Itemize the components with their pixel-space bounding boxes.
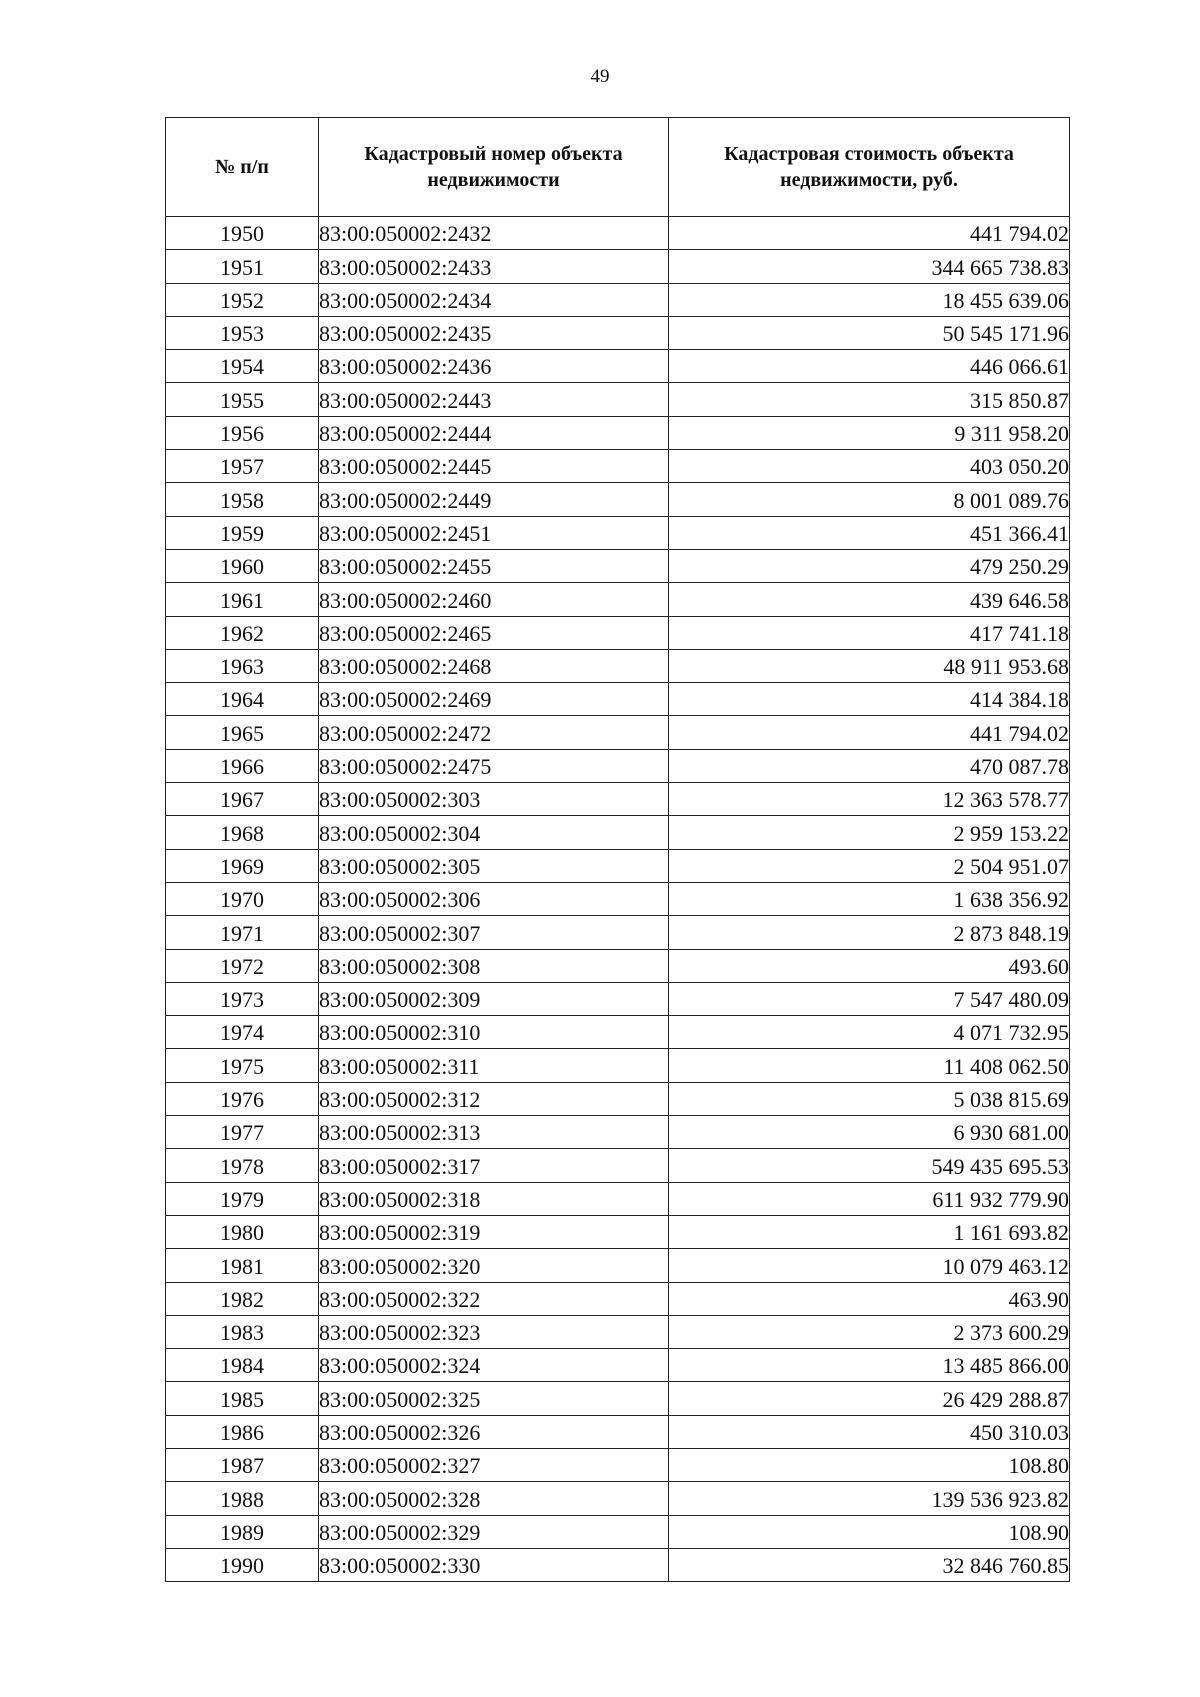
cadastral-value-cell: 479 250.29 <box>669 549 1070 582</box>
table-row <box>166 1282 1070 1315</box>
row-number-cell: 1951 <box>166 250 319 283</box>
cadastral-number-cell: 83:00:050002:2465 <box>319 616 669 649</box>
row-number-cell: 1957 <box>166 450 319 483</box>
row-number-cell: 1960 <box>166 549 319 582</box>
row-number-cell: 1979 <box>166 1182 319 1215</box>
cadastral-number-cell: 83:00:050002:328 <box>319 1482 669 1515</box>
row-number-cell: 1964 <box>166 683 319 716</box>
row-number-cell: 1970 <box>166 882 319 915</box>
cadastral-value-cell: 470 087.78 <box>669 749 1070 782</box>
cadastral-value-cell: 9 311 958.20 <box>669 416 1070 449</box>
table-row <box>166 1482 1070 1515</box>
cadastral-value-cell: 315 850.87 <box>669 383 1070 416</box>
table-row <box>166 350 1070 383</box>
table-row <box>166 250 1070 283</box>
row-number-cell: 1956 <box>166 416 319 449</box>
cadastral-value-cell: 414 384.18 <box>669 683 1070 716</box>
cadastral-value-cell: 10 079 463.12 <box>669 1249 1070 1282</box>
table-row <box>166 1349 1070 1382</box>
header-cadastral-number: Кадастровый номер объекта недвижимости <box>319 118 669 217</box>
table-row <box>166 1315 1070 1348</box>
cadastral-number-cell: 83:00:050002:330 <box>319 1548 669 1581</box>
cadastral-value-cell: 451 366.41 <box>669 516 1070 549</box>
row-number-cell: 1971 <box>166 916 319 949</box>
table-row <box>166 1215 1070 1248</box>
cadastral-number-cell: 83:00:050002:329 <box>319 1515 669 1548</box>
page-number: 49 <box>590 66 610 87</box>
cadastral-value-cell: 441 794.02 <box>669 217 1070 250</box>
cadastral-number-cell: 83:00:050002:2475 <box>319 749 669 782</box>
cadastral-number-cell: 83:00:050002:2472 <box>319 716 669 749</box>
row-number-cell: 1976 <box>166 1082 319 1115</box>
table-row <box>166 882 1070 915</box>
table-row <box>166 949 1070 982</box>
cadastral-value-cell: 2 373 600.29 <box>669 1315 1070 1348</box>
cadastral-value-cell: 32 846 760.85 <box>669 1548 1070 1581</box>
row-number-cell: 1969 <box>166 849 319 882</box>
cadastral-number-cell: 83:00:050002:327 <box>319 1448 669 1481</box>
cadastral-value-cell: 493.60 <box>669 949 1070 982</box>
cadastral-value-cell: 8 001 089.76 <box>669 483 1070 516</box>
cadastral-number-cell: 83:00:050002:305 <box>319 849 669 882</box>
cadastral-number-cell: 83:00:050002:303 <box>319 783 669 816</box>
table-row <box>166 816 1070 849</box>
cadastral-value-cell: 6 930 681.00 <box>669 1116 1070 1149</box>
row-number-cell: 1954 <box>166 350 319 383</box>
table-row <box>166 316 1070 349</box>
table-row <box>166 1382 1070 1415</box>
cadastral-number-cell: 83:00:050002:304 <box>319 816 669 849</box>
cadastral-number-cell: 83:00:050002:318 <box>319 1182 669 1215</box>
table-row <box>166 683 1070 716</box>
cadastral-number-cell: 83:00:050002:2451 <box>319 516 669 549</box>
cadastral-number-cell: 83:00:050002:324 <box>319 1349 669 1382</box>
table-row <box>166 1548 1070 1581</box>
table-row <box>166 1182 1070 1215</box>
cadastral-value-cell: 403 050.20 <box>669 450 1070 483</box>
cadastral-number-cell: 83:00:050002:2436 <box>319 350 669 383</box>
row-number-cell: 1975 <box>166 1049 319 1082</box>
table-row <box>166 1016 1070 1049</box>
cadastral-number-cell: 83:00:050002:2435 <box>319 316 669 349</box>
cadastral-value-cell: 108.90 <box>669 1515 1070 1548</box>
row-number-cell: 1972 <box>166 949 319 982</box>
cadastral-number-cell: 83:00:050002:323 <box>319 1315 669 1348</box>
cadastral-value-cell: 1 161 693.82 <box>669 1215 1070 1248</box>
cadastral-value-cell: 441 794.02 <box>669 716 1070 749</box>
cadastral-value-cell: 48 911 953.68 <box>669 649 1070 682</box>
cadastral-number-cell: 83:00:050002:2443 <box>319 383 669 416</box>
row-number-cell: 1978 <box>166 1149 319 1182</box>
cadastral-value-cell: 12 363 578.77 <box>669 783 1070 816</box>
row-number-cell: 1952 <box>166 283 319 316</box>
cadastral-value-cell: 344 665 738.83 <box>669 250 1070 283</box>
cadastral-number-cell: 83:00:050002:325 <box>319 1382 669 1415</box>
table-row <box>166 450 1070 483</box>
table-row <box>166 283 1070 316</box>
table-row <box>166 383 1070 416</box>
row-number-cell: 1962 <box>166 616 319 649</box>
row-number-cell: 1966 <box>166 749 319 782</box>
row-number-cell: 1953 <box>166 316 319 349</box>
table-header <box>166 118 1070 217</box>
table-row <box>166 1448 1070 1481</box>
row-number-cell: 1958 <box>166 483 319 516</box>
cadastral-number-cell: 83:00:050002:2455 <box>319 549 669 582</box>
table-row <box>166 849 1070 882</box>
cadastral-number-cell: 83:00:050002:2432 <box>319 217 669 250</box>
cadastral-number-cell: 83:00:050002:319 <box>319 1215 669 1248</box>
row-number-cell: 1968 <box>166 816 319 849</box>
table-row <box>166 549 1070 582</box>
header-row <box>166 118 1070 217</box>
cadastral-number-cell: 83:00:050002:2445 <box>319 450 669 483</box>
cadastral-number-cell: 83:00:050002:2468 <box>319 649 669 682</box>
cadastral-value-cell: 2 959 153.22 <box>669 816 1070 849</box>
cadastral-number-cell: 83:00:050002:308 <box>319 949 669 982</box>
row-number-cell: 1985 <box>166 1382 319 1415</box>
table-row <box>166 1249 1070 1282</box>
row-number-cell: 1981 <box>166 1249 319 1282</box>
table-row <box>166 1415 1070 1448</box>
cadastral-value-cell: 26 429 288.87 <box>669 1382 1070 1415</box>
cadastral-value-cell: 5 038 815.69 <box>669 1082 1070 1115</box>
cadastral-number-cell: 83:00:050002:313 <box>319 1116 669 1149</box>
table-row <box>166 982 1070 1015</box>
cadastral-value-cell: 108.80 <box>669 1448 1070 1481</box>
cadastral-value-cell: 549 435 695.53 <box>669 1149 1070 1182</box>
row-number-cell: 1986 <box>166 1415 319 1448</box>
table-body <box>166 217 1070 1582</box>
cadastral-value-cell: 439 646.58 <box>669 583 1070 616</box>
cadastral-value-cell: 11 408 062.50 <box>669 1049 1070 1082</box>
cadastral-value-cell: 13 485 866.00 <box>669 1349 1070 1382</box>
cadastral-number-cell: 83:00:050002:2434 <box>319 283 669 316</box>
cadastral-value-cell: 50 545 171.96 <box>669 316 1070 349</box>
table-row <box>166 916 1070 949</box>
cadastral-number-cell: 83:00:050002:2449 <box>319 483 669 516</box>
row-number-cell: 1973 <box>166 982 319 1015</box>
row-number-cell: 1977 <box>166 1116 319 1149</box>
table-row <box>166 416 1070 449</box>
table-row <box>166 1082 1070 1115</box>
table-row <box>166 1515 1070 1548</box>
cadastral-value-cell: 1 638 356.92 <box>669 882 1070 915</box>
cadastral-value-cell: 2 873 848.19 <box>669 916 1070 949</box>
cadastral-value-cell: 7 547 480.09 <box>669 982 1070 1015</box>
row-number-cell: 1984 <box>166 1349 319 1382</box>
cadastral-number-cell: 83:00:050002:2444 <box>319 416 669 449</box>
cadastral-number-cell: 83:00:050002:307 <box>319 916 669 949</box>
cadastral-value-cell: 18 455 639.06 <box>669 283 1070 316</box>
cadastral-number-cell: 83:00:050002:2460 <box>319 583 669 616</box>
cadastre-table <box>165 117 1070 1582</box>
table-row <box>166 649 1070 682</box>
row-number-cell: 1967 <box>166 783 319 816</box>
cadastral-value-cell: 450 310.03 <box>669 1415 1070 1448</box>
cadastral-value-cell: 139 536 923.82 <box>669 1482 1070 1515</box>
table-row <box>166 483 1070 516</box>
row-number-cell: 1963 <box>166 649 319 682</box>
table-row <box>166 1049 1070 1082</box>
row-number-cell: 1990 <box>166 1548 319 1581</box>
cadastral-value-cell: 463.90 <box>669 1282 1070 1315</box>
cadastral-number-cell: 83:00:050002:312 <box>319 1082 669 1115</box>
cadastral-number-cell: 83:00:050002:322 <box>319 1282 669 1315</box>
row-number-cell: 1955 <box>166 383 319 416</box>
row-number-cell: 1959 <box>166 516 319 549</box>
row-number-cell: 1974 <box>166 1016 319 1049</box>
table-row <box>166 716 1070 749</box>
cadastral-value-cell: 4 071 732.95 <box>669 1016 1070 1049</box>
table-row <box>166 616 1070 649</box>
table-row <box>166 1149 1070 1182</box>
table-row <box>166 1116 1070 1149</box>
cadastral-number-cell: 83:00:050002:310 <box>319 1016 669 1049</box>
table-row <box>166 749 1070 782</box>
row-number-cell: 1950 <box>166 217 319 250</box>
row-number-cell: 1989 <box>166 1515 319 1548</box>
header-cadastral-value: Кадастровая стоимость объекта недвижимости, руб. <box>669 118 1070 217</box>
cadastral-number-cell: 83:00:050002:326 <box>319 1415 669 1448</box>
cadastral-value-cell: 417 741.18 <box>669 616 1070 649</box>
cadastral-number-cell: 83:00:050002:2469 <box>319 683 669 716</box>
cadastral-number-cell: 83:00:050002:309 <box>319 982 669 1015</box>
header-row-number: № п/п <box>166 118 319 217</box>
row-number-cell: 1961 <box>166 583 319 616</box>
table-row <box>166 783 1070 816</box>
row-number-cell: 1988 <box>166 1482 319 1515</box>
cadastral-number-cell: 83:00:050002:311 <box>319 1049 669 1082</box>
row-number-cell: 1980 <box>166 1215 319 1248</box>
cadastral-number-cell: 83:00:050002:2433 <box>319 250 669 283</box>
cadastral-value-cell: 446 066.61 <box>669 350 1070 383</box>
cadastral-value-cell: 2 504 951.07 <box>669 849 1070 882</box>
cadastral-value-cell: 611 932 779.90 <box>669 1182 1070 1215</box>
row-number-cell: 1983 <box>166 1315 319 1348</box>
table-row <box>166 516 1070 549</box>
row-number-cell: 1987 <box>166 1448 319 1481</box>
row-number-cell: 1982 <box>166 1282 319 1315</box>
row-number-cell: 1965 <box>166 716 319 749</box>
table-row <box>166 583 1070 616</box>
cadastral-number-cell: 83:00:050002:317 <box>319 1149 669 1182</box>
table-row <box>166 217 1070 250</box>
cadastral-number-cell: 83:00:050002:306 <box>319 882 669 915</box>
cadastral-number-cell: 83:00:050002:320 <box>319 1249 669 1282</box>
